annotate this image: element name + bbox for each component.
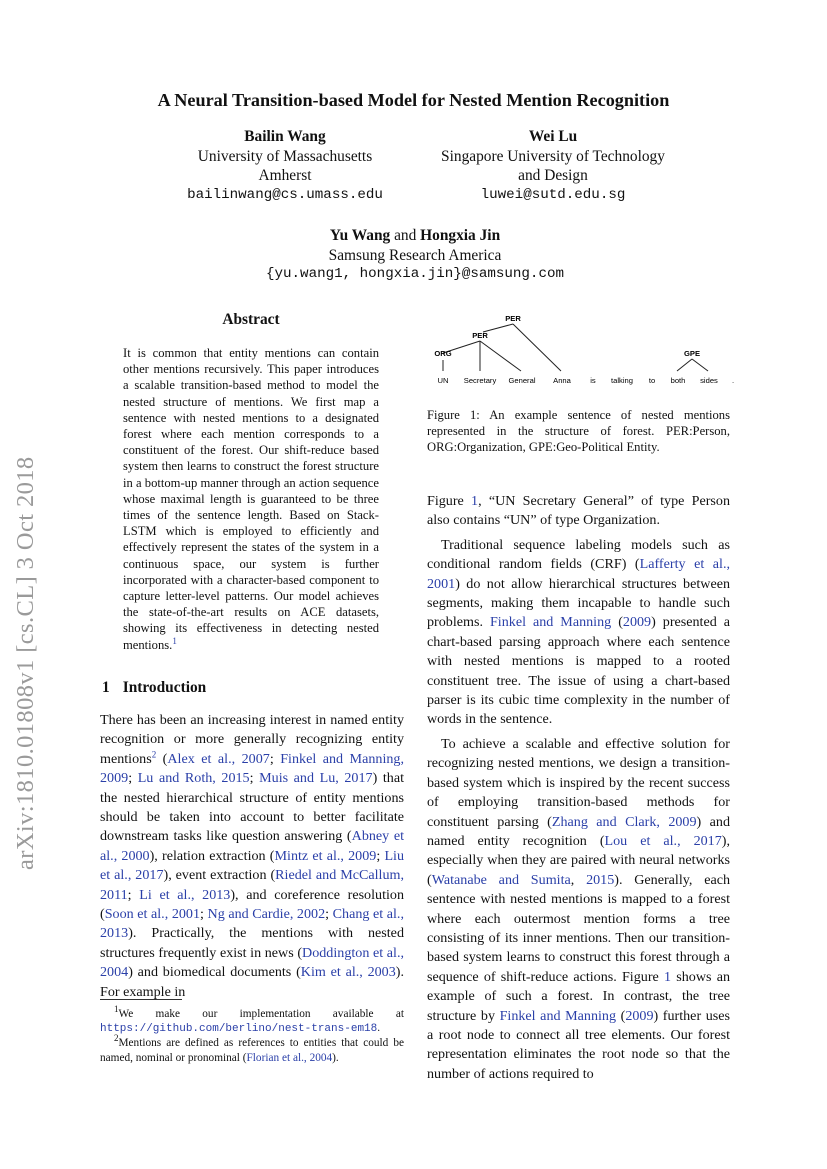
author-conjunction: and xyxy=(394,227,417,244)
body-text: ), relation extraction ( xyxy=(149,847,275,864)
word: General xyxy=(508,376,536,385)
figure-ref-link[interactable]: 1 xyxy=(663,968,672,985)
body-text: shows an example of such a forest. In contrast, the tree structure by xyxy=(427,968,730,1024)
citation-link[interactable]: 2009 xyxy=(625,1007,654,1024)
paragraph xyxy=(427,492,730,531)
word: Secretary xyxy=(463,376,497,385)
footnote-1: $^1$We make our implementation available at https://github.com/berlino/nest-trans-em18. xyxy=(100,1004,404,1036)
body-text: further uses a root node to connect all tree elements. Our forest representation eliminates the root node so that the number of actions required to xyxy=(427,1007,730,1082)
citation-link[interactable]: 2015 xyxy=(586,871,615,888)
paragraph: To achieve a scalable and effective solution for recognizing nested mentions, we design a transition-based system which is inspired by the recent success of employing transition-based methods for constituent parsing (Zhang and Clark, 2009) and named entity recognition (Lou et al., 2017), especially when they are paired with neural networks (Watanabe and Sumita, 2015). Generally, each sentence with nested mentions is mapped to a forest where each outermost mention forms a tree consisting of its inner mentions. Then our transition-based system learns to construct this forest through a sequence of shift-reduce actions. Figure 1 shows an example of such a forest. In contrast, the tree structure by Finkel and Manning (2009) further uses a root node to connect all tree elements. Our forest representation eliminates the root node so that the number of actions required to xyxy=(427,735,731,1082)
body-text: ), and coreference resolution ( xyxy=(100,886,404,923)
author-affiliation: University of Massachusetts xyxy=(197,147,373,165)
citation-link[interactable]: Ng and Cardie, 2002 xyxy=(207,906,326,923)
intro-paragraph: There has been an increasing interest in named entity recognition or more generally recognizing entity mentions$^2$ (Alex et al., 2007; Finkel and Manning, 2009; Lu and Roth, 2015; Muis and Lu, 2017) that the nested hierarchical structure of entity mentions should be taken into account to better facilitate downstream tasks like question answering (Abney et al., 2000), relation extraction (Mintz et al., 2009; Liu et al., 2017), event extraction (Riedel and McCallum, 2011; Li et al., 2013), and coreference resolution (Soon et al., 2001; Ng and Cardie, 2002; Chang et al., 2013). Practically, the mentions with nested structures frequently exist in news (Doddington et al., 2004) and biomedical documents (Kim et al., 2003). For example in xyxy=(100,712,405,1000)
footnotes xyxy=(100,1004,404,1065)
citation-link[interactable]: Abney et al., 2000 xyxy=(100,828,404,864)
body-text: ) that the nested hierarchical structure of entity mentions should be taken into account to better facilitate downstream tasks like question answering ( xyxy=(100,770,404,845)
author-email: luwei@sutd.edu.sg xyxy=(480,186,626,203)
author-block-1 xyxy=(150,127,420,205)
word: is xyxy=(590,376,596,385)
footnote-text: Mentions are defined as references to entities that could be named, nominal or pronominal ( xyxy=(100,1037,404,1064)
right-column xyxy=(427,492,730,1084)
citation-link[interactable]: Riedel and McCallum, 2011 xyxy=(100,867,405,903)
citation-link[interactable]: Florian et al., 2004 xyxy=(246,1051,333,1064)
citation-link[interactable]: Alex et al., 2007 xyxy=(167,750,270,767)
body-text: presented a chart-based parsing approach where each sentence with nested mentions is mapped to a rooted constituent tree. The issue of using a chart-based parser is its cubic time complexity in the number of words in the sentence. xyxy=(427,614,731,728)
word: sides xyxy=(700,376,718,385)
body-text: , “UN Secretary General” of type Person also contains “UN” of type Organization. xyxy=(427,493,730,529)
label-gpe: GPE xyxy=(683,349,701,358)
author-affiliation: Singapore University of Technology xyxy=(441,147,665,165)
citation-link[interactable]: Lafferty et al., 2001 xyxy=(427,556,730,592)
body-text: To achieve a scalable and effective solution for recognizing nested mentions, we design a transition-based system which is inspired by the recent success of employing transition-based methods for constituent parsing ( xyxy=(427,735,730,830)
author-name: Bailin Wang xyxy=(244,128,326,145)
edge-per-general xyxy=(480,341,521,371)
footnote-text: ). xyxy=(332,1051,339,1064)
citation-link[interactable]: Li et al., 2013 xyxy=(139,886,231,903)
footnote-rule xyxy=(100,999,182,1000)
footnote-number: 2 xyxy=(114,1033,119,1044)
citation-link[interactable]: Soon et al., 2001 xyxy=(104,906,201,923)
figure-forest-diagram xyxy=(427,308,747,398)
author-name: Wei Lu xyxy=(528,128,578,145)
word: UN xyxy=(437,376,449,385)
edge-gpe-sides xyxy=(692,359,708,371)
author-affiliation: and Design xyxy=(518,167,588,184)
citation-link[interactable]: Kim et al., 2003 xyxy=(300,964,396,981)
repository-link[interactable]: https://github.com/berlino/nest-trans-em18 xyxy=(100,1023,378,1036)
word: both xyxy=(670,376,686,385)
body-text: Figure xyxy=(427,493,472,509)
citation-link[interactable]: Lu and Roth, 2015 xyxy=(137,770,250,787)
body-text: ) and named entity recognition ( xyxy=(427,813,730,849)
body-text: ). Generally, each sentence with nested mentions is mapped to a forest where each outermost mention forms a tree consisting of its inner mentions. Then our transition-based system learns to construct this forest through a sequence of shift-reduce actions. Figure xyxy=(427,871,731,985)
body-text: ), event extraction ( xyxy=(163,867,276,884)
footnote-marker[interactable]: 2 xyxy=(151,749,157,760)
word: . xyxy=(731,376,735,385)
sentence-words xyxy=(438,376,735,385)
body-text: Traditional sequence labeling models such as conditional random fields (CRF) ( xyxy=(427,536,730,573)
footnote-2 xyxy=(100,1033,404,1064)
section-title: Introduction xyxy=(122,679,207,696)
body-text: ). For example in xyxy=(100,964,404,1000)
author-email: bailinwang@cs.umass.edu xyxy=(187,186,383,203)
edge-per-anna xyxy=(513,324,561,371)
author-block-2 xyxy=(418,127,688,205)
citation-link[interactable]: Mintz et al., 2009 xyxy=(274,847,377,864)
author-affiliation: Amherst xyxy=(258,167,312,184)
body-text: There has been an increasing interest in named entity recognition or more generally recognizing entity mentions xyxy=(100,712,404,767)
citation-link[interactable]: 2009 xyxy=(622,614,652,631)
citation-link[interactable]: Watanabe and Sumita xyxy=(431,871,571,888)
citation-link[interactable]: Lou et al., 2017 xyxy=(604,832,722,849)
footnote-text: We make our implementation available at xyxy=(118,1008,404,1020)
citation-link[interactable]: Finkel and Manning, 2009 xyxy=(100,750,404,787)
paper-title: A Neural Transition-based Model for Nested Mention Recognition xyxy=(157,90,670,110)
word: talking xyxy=(611,376,633,385)
body-text: ) and biomedical documents ( xyxy=(128,964,301,981)
footnote-marker[interactable]: 1 xyxy=(172,635,177,646)
author-name: Yu Wang xyxy=(329,227,391,244)
word: Anna xyxy=(553,376,571,385)
abstract-body xyxy=(123,345,379,653)
section-heading xyxy=(102,679,206,697)
label-org: ORG xyxy=(434,349,452,358)
body-text: ), especially when they are paired with neural networks ( xyxy=(427,832,730,888)
label-per-inner: PER xyxy=(472,331,488,340)
word: to xyxy=(648,376,656,385)
body-text: ). Practically, the mentions with nested structures frequently exist in news ( xyxy=(100,925,404,961)
citation-link[interactable]: Finkel and Manning xyxy=(499,1007,617,1024)
citation-link[interactable]: Doddington et al., 2004 xyxy=(100,944,404,981)
citation-link[interactable]: Muis and Lu, 2017 xyxy=(259,770,373,787)
figure-ref-link[interactable]: 1 xyxy=(471,493,479,509)
label-per-outer: PER xyxy=(505,314,521,323)
figure-caption: Figure 1: An example sentence of nested mentions represented in the structure of forest. PER:Person, ORG:Organization, GPE:Geo-Political Entity. xyxy=(427,408,730,455)
author-email: {yu.wang1, hongxia.jin}@samsung.com xyxy=(266,266,564,282)
edge-gpe-both xyxy=(677,359,692,371)
footnote-number: 1 xyxy=(114,1004,119,1015)
section-number: 1 xyxy=(102,679,110,696)
paragraph: Traditional sequence labeling models such as conditional random fields (CRF) (Lafferty et al., 2001) do not allow hierarchical structures between segments, making them incapable to handle such problems. Finkel and Manning (2009) presented a chart-based parsing approach where each sentence with nested mentions is mapped to a rooted constituent tree. The issue of using a chart-based parser is its cubic time complexity in the number of words in the sentence. xyxy=(427,536,731,728)
abstract-heading: Abstract xyxy=(222,311,280,328)
arxiv-stamp: arXiv:1810.01808v1 [cs.CL] 3 Oct 2018 xyxy=(12,456,39,870)
citation-link[interactable]: Zhang and Clark, 2009 xyxy=(551,813,697,830)
author-affiliation: Samsung Research America xyxy=(328,246,502,264)
citation-link[interactable]: Finkel and Manning xyxy=(489,614,612,631)
citation-link[interactable]: Liu et al., 2017 xyxy=(100,847,405,884)
author-block-3 xyxy=(150,226,680,285)
citation-link[interactable]: Chang et al., 2013 xyxy=(100,906,404,942)
author-name: Hongxia Jin xyxy=(420,227,501,244)
body-text: ) do not allow hierarchical structures between segments, making them incapable to handle such problems. xyxy=(427,575,730,631)
abstract-text: It is common that entity mentions can contain other mentions recursively. This paper introduces a scalable transition-based method to model the nested structure of mentions. We first map a sentence with nested mentions to a designated forest where each mention corresponds to a constituent of the forest. Our shift-reduce based system then learns to construct the forest structure in a bottom-up manner through an action sequence whose maximal length is guaranteed to be three times of the sentence length. Based on Stack-LSTM which is employed to efficiently and effectively represent the states of the system in a continuous space, our system is further incorporated with a character-based component to capture letter-level patterns. Our model achieves the state-of-the-art results on ACE datasets, showing its effectiveness in detecting nested mentions. xyxy=(123,346,379,652)
